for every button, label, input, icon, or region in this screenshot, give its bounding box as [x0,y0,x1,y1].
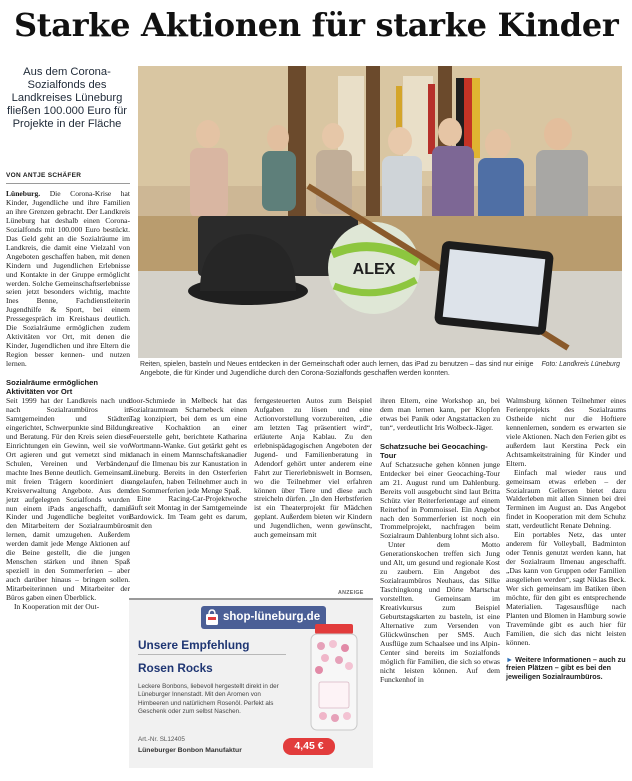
photo-illustration [138,66,622,358]
advertisement-label: ANZEIGE [338,590,364,596]
shop-logo[interactable]: shop-lüneburg.de [201,606,326,629]
arrow-right-icon: ► [506,654,514,664]
article-number: Art.-Nr. SL12405 [138,736,185,743]
paragraph: Ein portables Netz, das unter anderem für Volleyball, Badminton oder Tennis genutzt werden kann, hat der Sozialraum Ilmenau angeschafft. „Das kann von Gruppen oder Familien ausgeliehen werden“, sagt Niklas Beck. Wer sich gemeinsam im Batiken üben möchte, für den gibt es entsprechende Materialien. Tagesausflüge nach Planten und Blomen in Hamburg sowie Travemünde gibt es auch hier für Familien, die sich das nicht leisten können. [506,530,626,647]
manufacturer: Lüneburger Bonbon Manufaktur [138,747,242,754]
divider [138,654,286,655]
paragraph: ferngesteuerten Autos zum Beispiel Aufgaben zu lösen und eine Actionvorstellung vorzubereiten, „die am letzten Tag präsentiert wird“, erläuterte Anja Kablau. Zu den erlebnispädagogischen Angeboten der Jugend- und Familienberatung in Adendorf gehört unter anderem eine Fahrt zur Tiererlebniswelt in Bornsen, wo die Teilnehmer viel erfahren können über Tiere und diese auch streicheln dürfen. „In den Herbstferien ist ein Theaterprojekt für Mädchen geplant. Außerdem bieten wir Kindern und Jugendlichen, wenn gewünscht, auch gemeinsam mit [254,396,372,540]
paragraph: Unter dem Motto Generationskochen treffen sich Jung und Alt, um gesund und regionale Kost zu zaubern. Ein Angebot des Sozialraumbüros Neuhaus, das Silke Taschingkong und Dörte Martschat vorstellten. Gemeinsam im Kreativkursus zum Beispiel Geburtstagskarten zu basteln, ist eine Alternative zum Versenden von Glückwünschen per SMS. Auch Ausflüge zum Schaalsee und ins Alpin-Center sind bereits im Sozialfonds möglich für Familien, die sich so etwas nicht leisten können. Auf dem Funckenhof in [380,540,500,684]
dateline: Lüneburg. [6,189,41,198]
paragraph: In Kooperation mit der Out- [14,601,100,611]
price-badge[interactable]: 4,45 € [283,738,335,755]
subheadline: Aus dem Corona-Sozialfonds des Landkreises Lüneburg fließen 100.000 Euro für Projekte in der Fläche [6,66,128,130]
paragraph: Seit 1999 hat der Landkreis nach und nach Sozialraumbüros in Samtgemeinden und Städten eingerichtet, Schwerpunkte sind Bildung und Beratung. Für den Kreis seien diese Einrichtungen ein Gewinn, weil sie vor Ort agieren und gut vernetzt sind mit Schulen, Vereinen und Verbänden, machte Ines Benne deutlich. Gemeinsam mit freien Trägern koordiniert die Kreisverwaltung Angebote. Aus dem jetzt aufgelegten Sozialfonds wurden nun einem iPads angeschafft, damit Kinder und Jugendliche begleitet von den Mitarbeitern der Sozialraumbüros lernen, damit umzugehen. Außerdem werden damit jede Menge Aktionen auf die Beine gestellt, die die jungen Menschen stärken und ihnen Spaß speziell in den Sommerferien – aber auch darüber hinaus – bringen sollen. Mitarbeiterinnen und Mitarbeiter der Büros gaben einen Überblick. [6,396,130,603]
article-column-2 [129,397,247,531]
subheading: Sozialräume ermöglichen Aktivitäten vor Ort [6,378,98,397]
photo-caption: Foto: Landkreis Lüneburg Reiten, spielen, basteln und Neues entdecken in der Gemeinschaft oder auch lernen, das iPad zu benutzen – das sind nur einige Angebote, die für Kinder und Jugendliche durch den Corona-Sozialfonds geschaffen werden konnten. [140,361,620,377]
paragraph: door-Schmiede in Melbeck hat das Sozialraumteam Scharnebeck einen Tag konzipiert, bei dem es um eine kreative Kochaktion an einer Feuerstelle geht, berichtete Katharina Wortmann-Wanke. Gut getärkt geht es danach in einem Mannschaftskanadier auf die Ilmenau bis zur Kanustation in Lüneburg. Bereits in den Osterferien angelaufen, haben Teilnehmer auch in den Sommerferien jede Menge Spaß. [129,396,247,495]
paragraph: Lüneburg. Die Corona-Krise hat Kinder, Jugendliche und ihre Familien an ihre Grenzen gebracht. Der Landkreis Lüneburg hat deshalb einen Corona-Sozialfonds mit 100.000 Euro bestückt. Das Geld geht an die Sozialräume im Landkreis, die damit eine Vielzahl von Angeboten geschaffen haben, mit denen Kindern und Jugendlichen Erlebnisse und Kontakte in der Gruppe ermöglicht werden. Solche Gemeinschaftserlebnisse seien jetzt besonders wichtig, machte Ines Benne, Fachdienstleiterin Jugendhilfe & Sport, bei einem Pressegespräch im Kreishaus deutlich. Die Sozialräume ermöglichen zudem Aktivitäten vor Ort, mit denen die Kinder, Jugendlichen und ihre Eltern die Region besser kennen- und nutzen lernen. [6,189,130,369]
article-photo [138,66,622,358]
article-column-3 [254,397,372,540]
paragraph: Walmsburg können Teilnehmer eines Ferienprojekts des Sozialraums Ostheide nicht nur die Hoftiere kennenlernen, sondern es erwarten sie viele Aktionen. Nach den Ferien gibt es außerdem laut Kerstina Peck ein Achtsamkeitstraining für Kinder und Eltern. [506,396,626,468]
paragraph: Auf Schatzsuche gehen können junge Entdecker bei einer Geocaching-Tour am 21. August rund um Dahlenburg. Bereits voll ausgebucht sind laut Britta Schütz vier Reiterferientage auf einem Reiterhof in Pommoissel. Ein Angebot nach den Sommerferien ist noch ein Trommelprojekt, nachfragen beim Sozialraum Dahlenburg lohnt sich also. [380,459,500,541]
subheading: Schatzsuche bei Geocaching-Tour [380,441,488,460]
ball-label: ALEX [352,261,396,278]
photo-credit: Foto: Landkreis Lüneburg [541,361,620,368]
paragraph: Eine Racing-Car-Projektwoche läuft seit Montag in der Samtgemeinde Bardowick. Im Team geht es darum, mit den [129,494,247,531]
article-column-5 [506,397,626,682]
ad-title: Unsere Empfehlung [138,638,250,652]
product-name: Rosen Rocks [138,661,213,675]
candy-jar-image [305,622,363,734]
more-info-note: ► Weitere Informationen – auch zu freien Plätzen – gibt es bei den jeweiligen Sozialraumbüros. [506,654,626,682]
headline: Starke Aktionen für starke Kinder [14,6,619,44]
article-column-4 [380,397,500,685]
byline: VON ANTJE SCHÄFER [6,172,130,184]
paragraph: ihren Eltern, eine Workshop an, bei dem man lernen kann, per Klopfen etwas bei Panik oder Angstattacken zu tun“, verdeutlicht Iris Wolbeck-Jäger. [380,396,500,432]
product-description: Leckere Bonbons, liebevoll hergestellt direkt in der Lüneburger Innenstadt. Mit den Aromen von Himbeeren und natürlichem Rosenöl. Perfekt als Geschenk oder zum selbst Naschen. [138,683,279,715]
shop-bag-icon [205,609,219,626]
advertisement[interactable] [129,598,373,768]
article-column-1 [6,190,130,612]
paragraph: Einfach mal wieder raus und gemeinsam etwas erleben – der Sozialraum Gellersen bietet dazu Walderleben mit allen Sinnen bei drei Terminen im August an. Das Angebot findet in Kooperation mit dem Schuhz statt, verdeutlicht Renate Dehning. [506,467,626,531]
